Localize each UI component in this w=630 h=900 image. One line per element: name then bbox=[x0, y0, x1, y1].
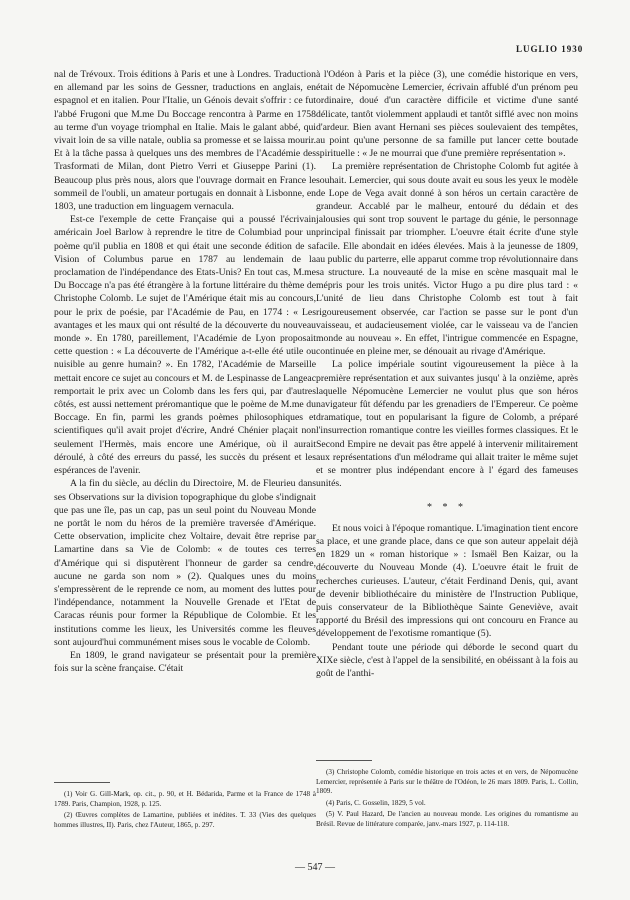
footnote: (3) Christophe Colomb, comédie historique en trois actes et en vers, de Népomucène Lemercier, représentée à Paris sur le théâtre de l'Odéon, le 26 mars 1809. Paris, L. Collin, 1809. bbox=[316, 768, 578, 796]
footnote: (2) Œuvres complètes de Lamartine, publiées et inédites. T. 33 (Vies des quelques hommes illustres, II). Paris, chez l'Auteur, 1865, p. 297. bbox=[54, 811, 316, 829]
page-number: — 547 — bbox=[295, 862, 335, 873]
paragraph: nal de Trévoux. Trois éditions à Paris et une à Londres. Traduction en allemand par les soins de Gessner, traductions en anglais, en espagnol et en italien. Pour l'Italie, un Génois devait s'offrir : ce fut l'abbé Frugoni que M.me Du Boccage rencontra à Parme en 1758 au terme d'un voyage triomphal en Italie. Mais le galant abbé, qui vivait loin de sa ville natale, oublia sa promesse et se laissa mourir. Et à la tâche passa à quelques uns des membres de l'Académie des Trasformati de Milan, dont Pietro Verri et Giuseppe Parini (1). Beaucoup plus près nous, alors que l'ouvrage dormait en France le sommeil de l'oubli, un amateur portugais en donnait à Lisbonne, en 1803, une traduction em linguagem vernacula. bbox=[54, 69, 316, 213]
paragraph: à l'Odéon à Paris et la pièce (3), une comédie historique en vers, était de Népomucène Lemercier, écrivain affublé d'un prénom peu ordinaire, doué d'un caractère difficile et victime d'une santé délicate, tantôt violemment applaudi et tantôt sifflé avec non moins d'ardeur. Bien avant Hernani ses pièces soulevaient des tempêtes, au point qu'une personne de sa famille put lancer cette boutade spirituelle : « Je ne mourrai que d'une première représentation ». bbox=[316, 69, 578, 160]
running-head: LUGLIO 1930 bbox=[516, 44, 584, 54]
right-column bbox=[316, 68, 578, 680]
paragraph: Est-ce l'exemple de cette Française qui a poussé l'écrivain américain Joel Barlow à reprendre le titre de Columbiad pour un poème qu'il publia en 1808 et qui était une seconde édition de sa Vision of Columbus parue en 1787 au lendemain de la proclamation de l'indépendance des Etats-Unis? En tout cas, M.me Du Boccage n'a pas été étrangère à la fortune littéraire du thème de Christophe Colomb. Le sujet de l'Amérique était mis au concours, pour le prix de poésie, par l'Académie de Pau, en 1774 : « Les avantages et les maux qui ont résulté de la découverte du nouveau monde ». En 1780, pareillement, l'Académie de Lyon proposait cette question : « La découverte de l'Amérique a-t-elle été utile ou nuisible au genre humain? ». En 1782, l'Académie de Marseille mettait encore ce sujet au concours et M. de Lespinasse de Langeac remportait le prix avec un Colomb dans les fers qui, par d'autres côtés, est aussi nettement préromantique que le poème de M.me du Boccage. En fin, parmi les grands poèmes philosophiques et scientifiques qu'il avait projet d'écrire, André Chénier plaçait non seulement l'Hermès, mais encore une Amérique, où il aurait déroulé, à côté des erreurs du passé, les succès du présent et les espérances de l'avenir. bbox=[54, 214, 316, 477]
paragraph: La police impériale soutint vigoureusement la pièce à la première représentation et aux suivantes jusqu' à la onzième, après laquelle Népomucène Lemercier ne voulut plus que son héros navigateur fût défendu par les grenadiers de l'Empereur. Ce poème dramatique, tout en popularisant la figure de Colomb, a préparé l'insurrection romantique contre les vieilles formes classiques. Et le Second Empire ne devait pas être appelé à intervenir militairement aux représentations d'un mélodrame qui allait traiter le même sujet et se montrer plus indépendant encore à l' égard des fameuses unités. bbox=[316, 359, 578, 490]
paragraph: En 1809, le grand navigateur se présentait pour la première fois sur la scène française. C'était bbox=[54, 649, 316, 675]
section-separator: * * * bbox=[427, 501, 467, 513]
left-column bbox=[54, 68, 316, 675]
footnotes-left bbox=[54, 790, 316, 832]
paragraph: Et nous voici à l'époque romantique. L'imagination tient encore sa place, et une grande place, dans ce que son auteur appelait déjà en 1829 un « roman historique » : Ismaël Ben Kaizar, ou la découverte du Nouveau Monde (4). L'oeuvre était le fruit de recherches curieuses. L'auteur, c'était Ferdinand Denis, qui, avant de devenir bibliothécaire du ministère de l'Instruction Publique, puis conservateur de la Bibliothèque Sainte Geneviève, avait rapporté du Brésil des impressions qui ont concouru en France au développement de l'exotisme romantique (5). bbox=[316, 522, 578, 640]
paragraph: A la fin du siècle, au déclin du Directoire, M. de Fleurieu dans ses Observations sur la division topographique du globe s'indignait que pas une île, pas un cap, pas un seul point du Nouveau Monde ne portât le nom du héros de la première traversée d'Amérique. Cette observation, implicite chez Voltaire, devait être reprise par Lamartine dans sa Vie de Colomb: « de toutes ces terres d'Amérique qui si disputèrent l'honneur de garder sa cendre, aucune ne garda son nom » (2). Qualques unes du moins s'empressèrent de le reprende ce nom, au moment des luttes pour l'indépendance, notamment la Nouvelle Grenade et l'Etat de Caracas réunis pour former la République de Colombie. Et les institutions comme les lieux, les Universités comme les fleuves sont aujourd'hui communément mises sous le vocable de Colomb. bbox=[54, 478, 316, 648]
footnotes-right bbox=[316, 768, 578, 832]
footnote-divider bbox=[54, 782, 110, 783]
footnote: (5) V. Paul Hazard, De l'ancien au nouveau monde. Les origines du romantisme au Brésil. Revue de littérature comparée, janv.-mars 1927, p. 114-118. bbox=[316, 810, 578, 828]
paragraph: Pendant toute une période qui déborde le second quart du XIXe siècle, c'est à l'appel de la sensibilité, en obéissant à la fois au goût de l'anthi- bbox=[316, 641, 579, 679]
footnote: (4) Paris, C. Gosselin, 1829, 5 vol. bbox=[326, 798, 426, 807]
footnote: (1) Voir G. Gill-Mark, op. cit., p. 90, et H. Bédarida, Parme et la France de 1748 à 1789. Paris, Champion, 1928, p. 125. bbox=[54, 790, 316, 808]
footnote-divider bbox=[316, 760, 372, 761]
paragraph: La première représentation de Christophe Colomb fut agitée à souhait. Lemercier, qui sous doute avait eu sous les yeux le modèle de Lope de Vega avait donné à son héros un certain caractère de grandeur. Accablé par le malheur, entouré du dédain et des jalousies qui sont trop souvent le partage du génie, le personnage principal finissait par triompher. L'oeuvre était écrite d'une style facile. Elle abondait en idées élevées. Mais à la jeunesse de 1809, au public du parterre, elle apparut comme trop révolutionnaire dans sa structure. La nouveauté de la mise en scène masquait mal le mépris pour les trois unités. Victor Hugo a pu dire plus tard : « L'unité de lieu dans Christophe Colomb est tout à fait rigoureusement observée, car l'action se passe sur le pont d'un vaisseau, et audacieusement violée, car le vaisseau va de l'ancien monde au nouveau ». En effet, l'intrigue commencée en Espagne, continuée en pleine mer, se dénouait au rivage d'Amérique. bbox=[316, 161, 578, 358]
